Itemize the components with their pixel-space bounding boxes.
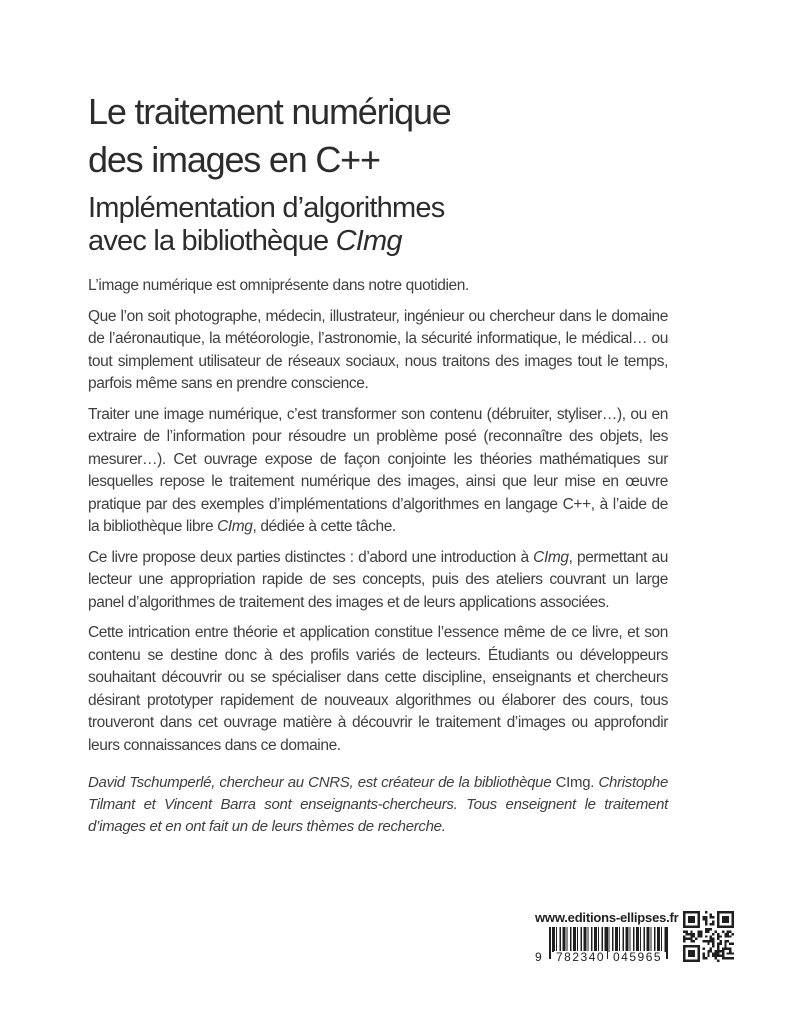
barcode-guard-icon (666, 927, 668, 959)
text-run: CImg (335, 225, 402, 257)
barcode-guard-icon (549, 927, 551, 959)
paragraph (88, 622, 668, 757)
barcode-bars-icon (549, 927, 668, 952)
barcode-digits-group1: 782340 (556, 950, 606, 964)
subtitle-line (88, 225, 668, 258)
text-run: Ce livre propose deux parties distinctes : d’abord une introduction à (88, 548, 534, 566)
text-run: CImg (217, 518, 253, 535)
barcode-digit-first: 9 (535, 950, 544, 964)
book-title (88, 88, 668, 184)
book-subtitle (88, 192, 668, 258)
subtitle-line (88, 192, 668, 225)
qr-code-icon (683, 911, 734, 962)
text-run: Cette intrication entre théorie et application constitue l’essence même de ce livre, et son contenu se destine donc à des profils variés de lecteurs. Étudiants ou développeurs souhaitant découvrir ou se spécialiser dans cette discipline, enseignants et chercheurs désirant prototyper rapidement de nouveaux algorithmes ou élaborer des cours, tous trouveront dans cet ouvrage matière à découvrir le traitement d’images ou approfondir leurs connaissances dans ce domaine. (88, 624, 668, 754)
text-run: Le traitement numérique (88, 91, 451, 132)
text-run: CImg. (555, 774, 595, 791)
paragraph (88, 275, 668, 298)
text-run: Traiter une image numérique, c’est transformer son contenu (débruiter, styliser…), ou en extraire de l’information pour résoudre un problème posé (reconnaître des objets, les mesurer…). Cet ouvrage expose de façon conjointe les théories mathématiques sur lesquelles repose le traitement numérique des images, ainsi que leur mise en œuvre pratique par des exemples d’implémentations d’algorithmes en langage C++, à l’aide de la bibliothèque libre (88, 405, 668, 535)
text-run: Implémentation d’algorithmes (88, 192, 445, 224)
text-run: CImg (533, 548, 569, 566)
paragraph (88, 306, 668, 396)
text-run: , permettant au lecteur une appropriation rapide de ses concepts, puis des ateliers couvrant un large panel d’algorithmes de traitement des images et de leurs applications associées. (88, 548, 668, 611)
text-run: des images en C++ (88, 139, 380, 180)
barcode-digits-group2: 045965 (613, 950, 663, 964)
text-run: Que l’on soit photographe, médecin, illustrateur, ingénieur ou chercheur dans le domaine de l’aéronautique, la météorologie, l’astronomie, la sécurité informatique, le médical… ou tout simplement utilisateur de réseaux sociaux, nous traitons des images tout le temps, parfois même sans en prendre conscience. (88, 307, 668, 392)
title-line (88, 88, 668, 136)
text-run: Christophe Tilmant et Vincent Barra sont enseignants-chercheurs. Tous enseignent le traitement d’images et en ont fait un de leurs thèmes de recherche. (88, 774, 668, 835)
paragraph (88, 547, 668, 615)
ean-13-barcode (535, 927, 669, 965)
text-run: David Tschumperlé, chercheur au CNRS, est créateur de la bibliothèque (88, 774, 556, 791)
title-line (88, 136, 668, 184)
publisher-website: www.editions-ellipses.fr (535, 910, 679, 925)
text-column (88, 0, 668, 838)
text-run: , dédiée à cette tâche. (252, 518, 396, 535)
description-paragraphs (88, 275, 668, 757)
text-run: avec la bibliothèque (88, 225, 336, 257)
text-run: L’image numérique est omniprésente dans notre quotidien. (88, 277, 469, 294)
author-note (88, 772, 668, 838)
paragraph (88, 404, 668, 539)
